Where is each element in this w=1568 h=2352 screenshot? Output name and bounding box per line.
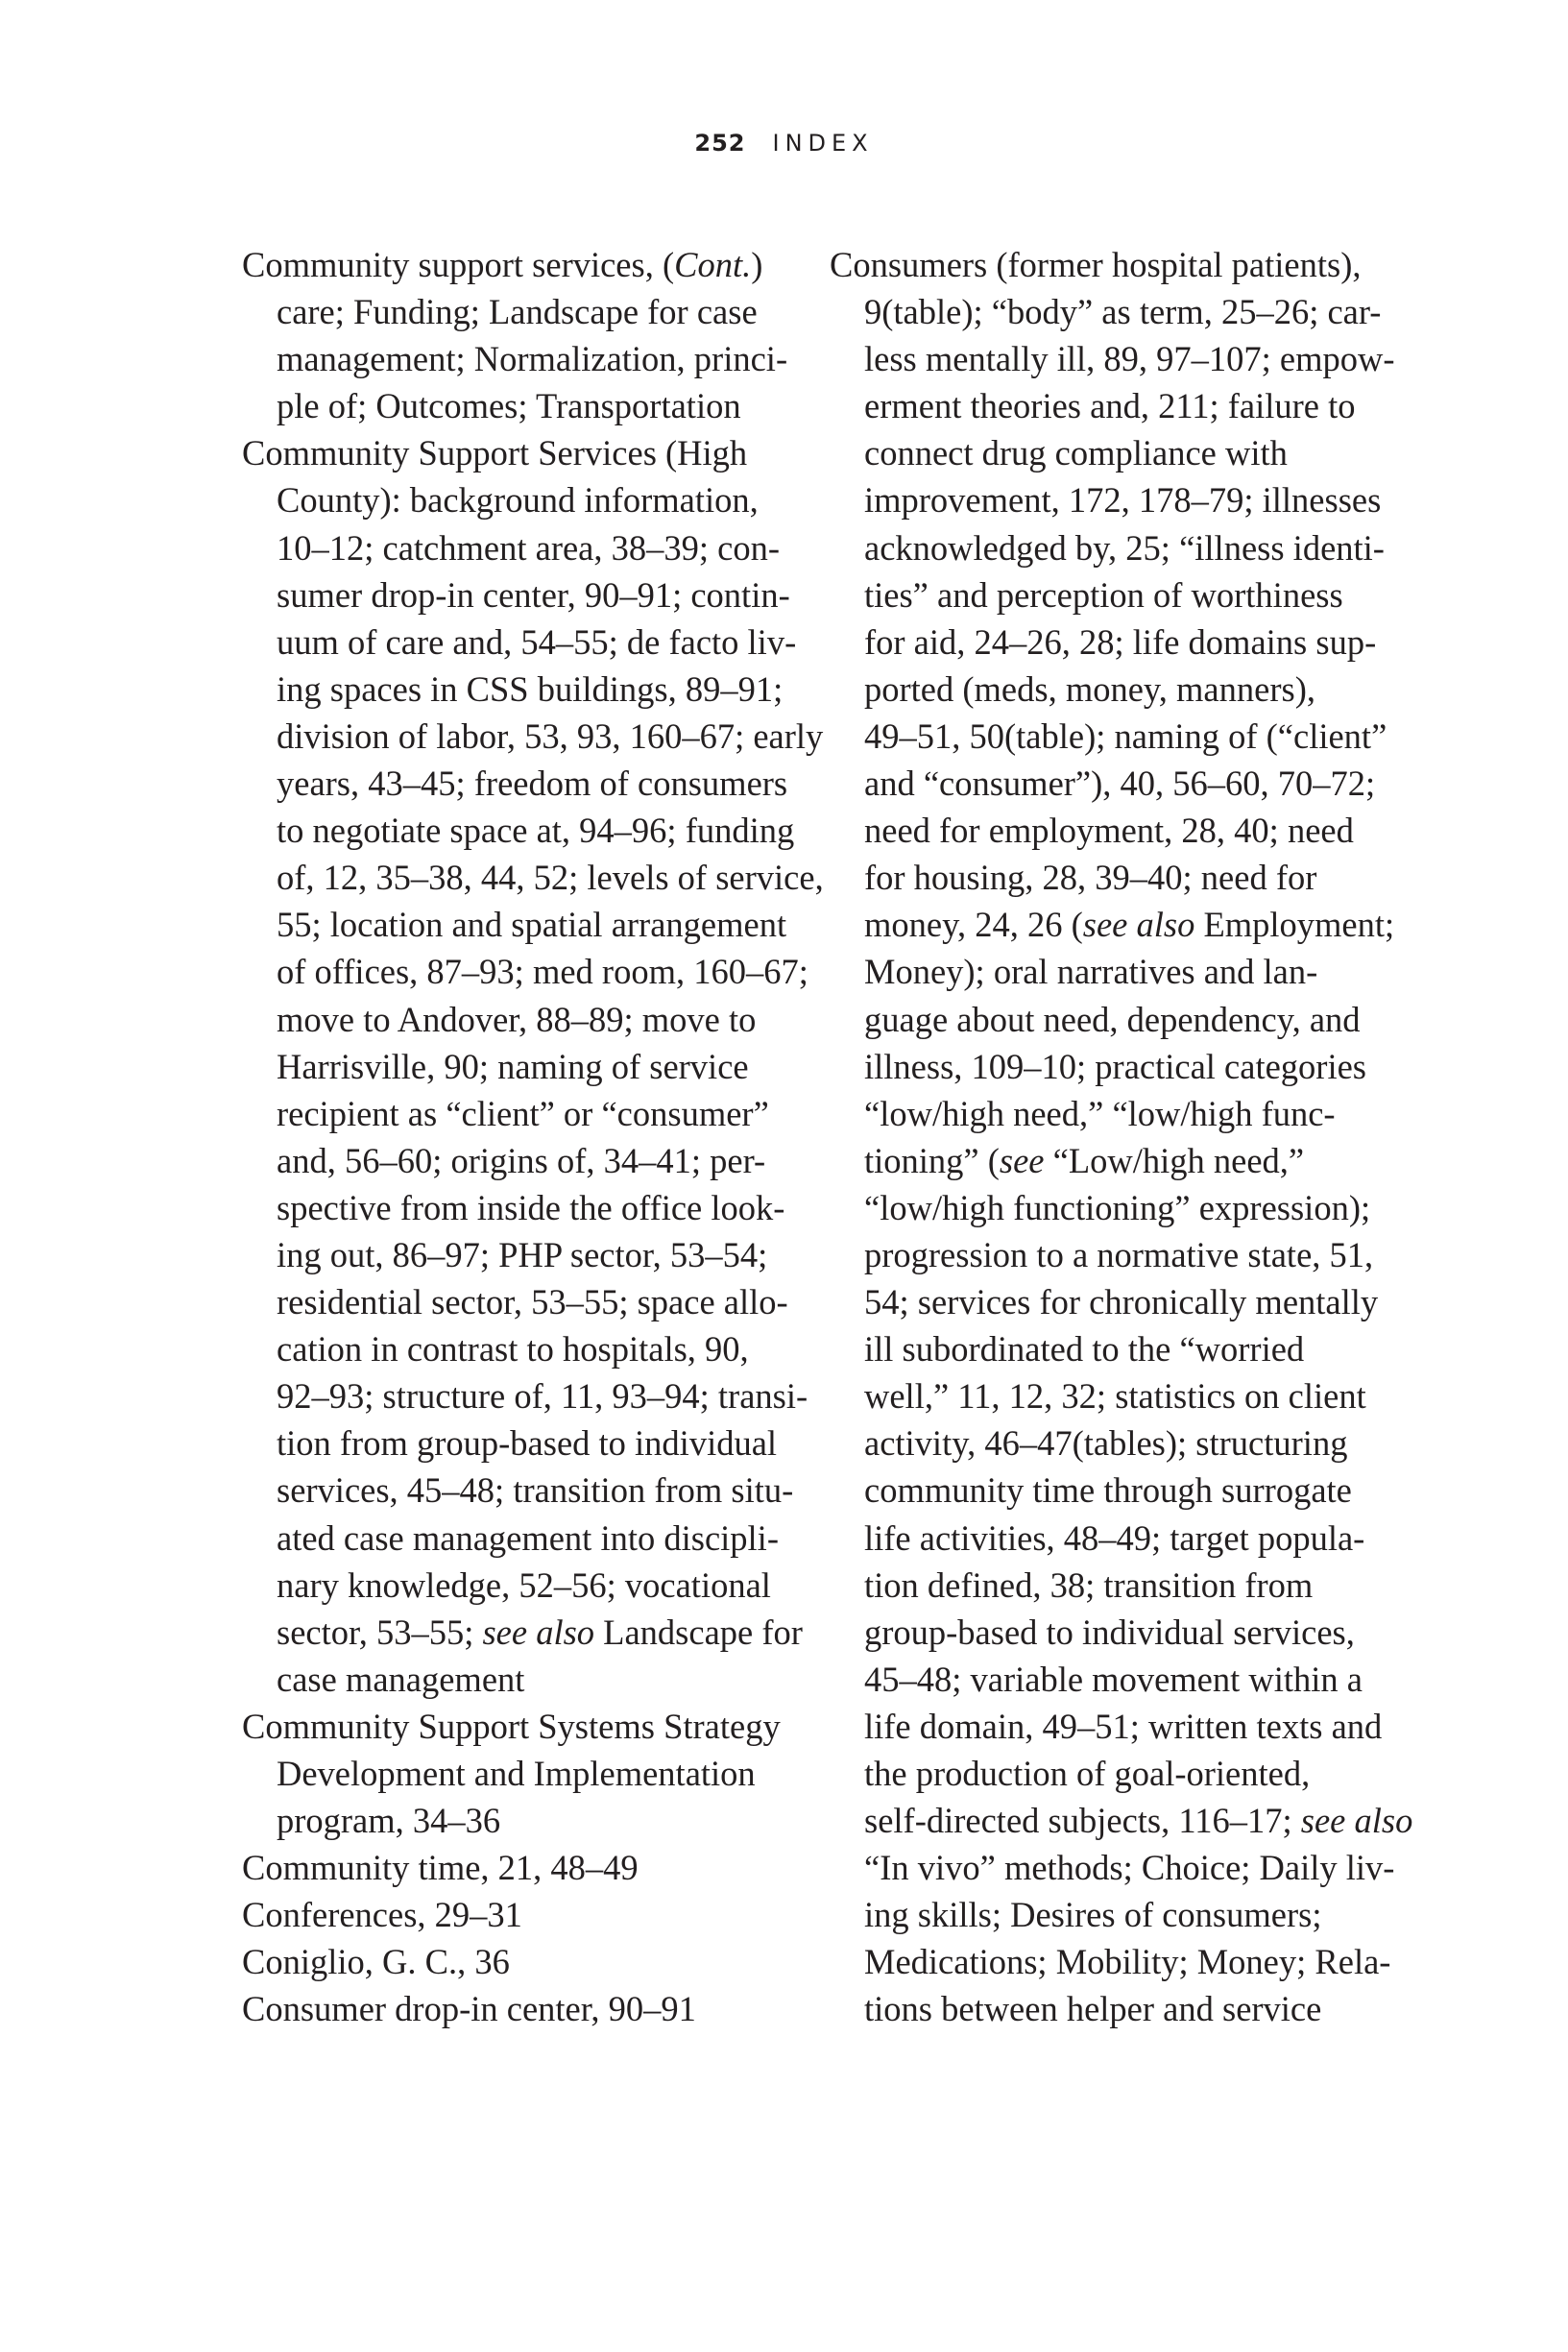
text: tioning” ( [864,1140,1000,1180]
index-continuation-line [242,1278,789,1325]
text: Conferences, 29–31 [242,1895,522,1935]
index-entry-line [242,1891,789,1938]
index-continuation-line [830,1184,1377,1231]
text: division of labor, 53, 93, 160–67; early [277,715,824,756]
text: 54; services for chronically mentally [864,1282,1379,1322]
text: 55; location and spatial arrangement [277,905,787,945]
index-continuation-line [830,1419,1377,1467]
index-continuation-line [830,713,1387,760]
text: 9(table); “body” as term, 25–26; car- [864,292,1382,332]
text: ing spaces in CSS buildings, 89–91; [277,668,784,709]
page-number: 252 [694,130,746,157]
index-continuation-line [830,1844,1395,1891]
index-entry-line [830,241,1377,288]
italic-text: see also [482,1612,595,1652]
index-continuation-line [242,1609,803,1656]
index-continuation-line [830,1938,1391,1985]
index-continuation-line [242,1090,789,1137]
index-continuation-line [242,854,824,901]
index-continuation-line [830,335,1395,382]
index-continuation-line [242,996,789,1043]
index-continuation-line [830,382,1377,429]
index-continuation-line [242,1797,789,1844]
text: for aid, 24–26, 28; life domains sup- [864,621,1377,662]
index-continuation-line [242,618,797,666]
index-continuation-line [830,1797,1413,1844]
index-continuation-line [242,666,789,713]
index-continuation-line [242,476,789,523]
index-entry-line [242,429,789,476]
text: of offices, 87–93; med room, 160–67; [277,952,808,992]
text: Landscape for [594,1612,803,1652]
text: case management [277,1659,525,1699]
index-continuation-line [830,901,1395,948]
text: ill subordinated to the “worried [864,1329,1305,1370]
text: 92–93; structure of, 11, 93–94; transi- [277,1376,808,1417]
text: years, 43–45; freedom of consumers [277,764,788,804]
text: Medications; Mobility; Money; Rela- [864,1942,1391,1982]
text: and “consumer”), 40, 56–60, 70–72; [864,764,1376,804]
text: and, 56–60; origins of, 34–41; per- [277,1140,766,1180]
index-continuation-line [830,618,1377,666]
text: self-directed subjects, 116–17; [864,1801,1301,1841]
index-continuation-line [242,524,789,571]
text: well,” 11, 12, 32; statistics on client [864,1376,1366,1417]
text: life domain, 49–51; written texts and [864,1706,1383,1746]
index-continuation-line [830,1891,1377,1938]
index-continuation-line [242,335,789,382]
text: tion from group-based to individual [277,1423,778,1464]
index-continuation-line [830,1231,1377,1278]
index-continuation-line [242,1750,789,1797]
text: “Low/high need,” [1044,1140,1305,1180]
text: progression to a normative state, 51, [864,1234,1374,1274]
index-continuation-line [242,1515,789,1562]
index-continuation-line [830,429,1377,476]
index-continuation-line [242,760,789,807]
text: cation in contrast to hospitals, 90, [277,1329,749,1370]
text: ported (meds, money, manners), [864,668,1315,709]
index-entry-line [242,1703,789,1750]
text: life activities, 48–49; target popula- [864,1517,1365,1558]
index-continuation-line [830,1562,1377,1609]
index-continuation-line [830,1515,1377,1562]
text: connect drug compliance with [864,433,1288,473]
italic-text: Cont. [674,245,752,284]
text: sector, 53–55; [277,1612,483,1652]
index-continuation-line [242,571,789,618]
text: 45–48; variable movement within a [864,1659,1363,1699]
text: guage about need, dependency, and [864,999,1361,1039]
index-continuation-line [242,1137,789,1184]
text: acknowledged by, 25; “illness identi- [864,527,1385,568]
text: program, 34–36 [277,1801,501,1841]
text: group-based to individual services, [864,1612,1355,1652]
text: Development and Implementation [277,1754,756,1793]
index-continuation-line [242,288,789,335]
index-continuation-line [242,948,808,995]
text: move to Andover, 88–89; move to [277,999,757,1039]
index-continuation-line [830,1467,1377,1514]
index-continuation-line [242,807,795,854]
text: Consumers (former hospital patients), [830,245,1362,284]
index-continuation-line [830,760,1377,807]
text: Consumer drop-in center, 90–91 [242,1989,696,2029]
text: residential sector, 53–55; space allo- [277,1282,788,1322]
index-continuation-line [830,288,1382,335]
index-continuation-line [830,1656,1377,1703]
index-continuation-line [830,854,1377,901]
index-entry-line [242,241,789,288]
italic-text: see also [1300,1801,1413,1841]
index-continuation-line [830,1278,1377,1325]
index-continuation-line [830,1137,1377,1184]
text: “low/high functioning” expression); [864,1187,1371,1227]
text: care; Funding; Landscape for case [277,292,758,332]
index-continuation-line [830,1609,1377,1656]
index-entry-line [242,1844,789,1891]
index-continuation-line [242,713,824,760]
italic-text: see [999,1140,1045,1180]
text: need for employment, 28, 40; need [864,811,1354,851]
index-continuation-line [242,1231,789,1278]
text: spective from inside the office look- [277,1187,785,1227]
index-continuation-line [830,948,1377,995]
index-continuation-line [830,476,1382,523]
index-continuation-line [242,1043,789,1090]
text: tions between helper and service [864,1989,1322,2029]
index-continuation-line [830,571,1377,618]
index-continuation-line [242,1419,789,1467]
index-continuation-line [830,807,1377,854]
text: management; Normalization, princi- [277,339,788,379]
text: activity, 46–47(tables); structuring [864,1423,1348,1464]
text: “low/high need,” “low/high func- [864,1093,1336,1133]
section-title: INDEX [772,130,874,157]
text: money, 24, 26 ( [864,905,1083,945]
index-continuation-line [830,524,1385,571]
text: the production of goal-oriented, [864,1754,1311,1793]
text: for housing, 28, 39–40; need for [864,858,1317,898]
text: to negotiate space at, 94–96; funding [277,811,795,851]
text: 10–12; catchment area, 38–39; con- [277,527,780,568]
text: Community Support Systems Strategy [242,1706,781,1746]
text: improvement, 172, 178–79; illnesses [864,480,1382,521]
index-continuation-line [830,1325,1377,1372]
text: Coniglio, G. C., 36 [242,1942,510,1982]
text: recipient as “client” or “consumer” [277,1093,769,1133]
index-continuation-line [242,1467,794,1514]
text: ated case management into discipli- [277,1517,779,1558]
text: community time through surrogate [864,1470,1352,1511]
index-column-left [242,241,824,2033]
index-continuation-line [830,1043,1377,1090]
text: Community Support Services (High [242,433,748,473]
index-column-right [830,241,1413,2033]
index-continuation-line [830,996,1377,1043]
text: Employment; [1194,905,1395,945]
text: Community support services, ( [242,245,675,284]
text: sumer drop-in center, 90–91; contin- [277,574,790,615]
text: services, 45–48; transition from situ- [277,1470,794,1511]
index-continuation-line [242,1184,789,1231]
index-continuation-line [830,666,1377,713]
text: ing out, 86–97; PHP sector, 53–54; [277,1234,768,1274]
text: “In vivo” methods; Choice; Daily liv- [864,1848,1395,1888]
index-continuation-line [830,1985,1377,2032]
index-continuation-line [242,1325,789,1372]
text: Community time, 21, 48–49 [242,1848,639,1888]
text: erment theories and, 211; failure to [864,386,1356,426]
index-continuation-line [830,1750,1377,1797]
index-continuation-line [830,1090,1377,1137]
index-continuation-line [242,1562,789,1609]
index-entry-line [242,1985,789,2032]
text: ing skills; Desires of consumers; [864,1895,1322,1935]
italic-text: see also [1082,905,1195,945]
text: 49–51, 50(table); naming of (“client” [864,715,1387,756]
index-continuation-line [242,1372,808,1419]
text: nary knowledge, 52–56; vocational [277,1564,771,1605]
text: Harrisville, 90; naming of service [277,1046,749,1086]
text: ties” and perception of worthiness [864,574,1343,615]
text: uum of care and, 54–55; de facto liv- [277,621,797,662]
text: ple of; Outcomes; Transportation [277,386,741,426]
index-continuation-line [242,1656,789,1703]
running-head [0,129,1568,158]
text: illness, 109–10; practical categories [864,1046,1366,1086]
index-continuation-line [830,1372,1377,1419]
index-entry-line [242,1938,789,1985]
text: Money); oral narratives and lan- [864,952,1318,992]
text: ) [751,245,763,284]
text: County): background information, [277,480,759,521]
index-continuation-line [242,901,789,948]
text: tion defined, 38; transition from [864,1564,1314,1605]
text: of, 12, 35–38, 44, 52; levels of service, [277,858,824,898]
index-continuation-line [242,382,789,429]
index-continuation-line [830,1703,1383,1750]
text: less mentally ill, 89, 97–107; empow- [864,339,1395,379]
